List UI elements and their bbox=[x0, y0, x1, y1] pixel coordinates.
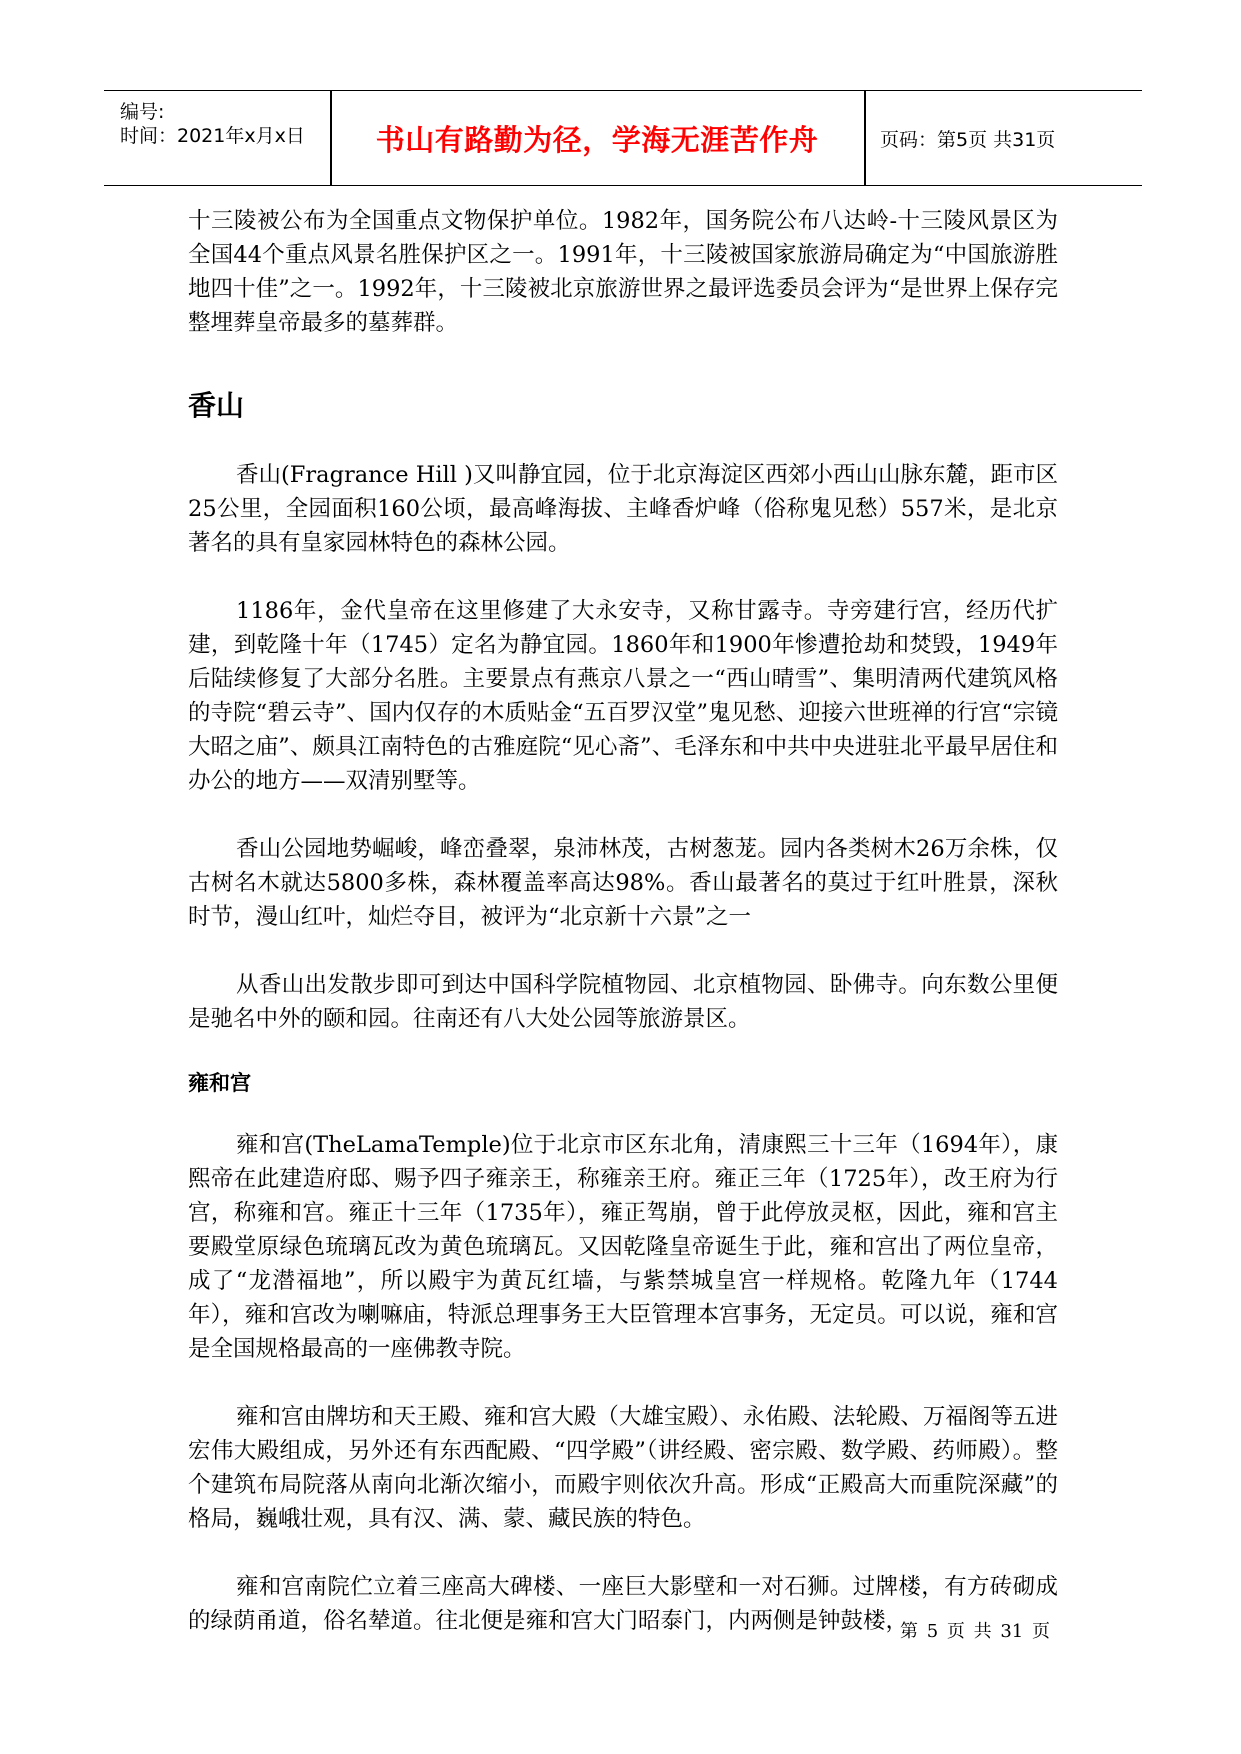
section-title-yonghegong: 雍和宫 bbox=[188, 1071, 251, 1095]
paragraph: 雍和宫(TheLamaTemple)位于北京市区东北角，清康熙三十三年（1694年），康熙帝在此建造府邸、赐予四子雍亲王，称雍亲王府。雍正三年（1725年），改王府为行宫，称雍和宫。雍正十三年（1735年），雍正驾崩，曾于此停放灵枢，因此，雍和宫主要殿堂原绿色琉璃瓦改为黄色琉璃瓦。又因乾隆皇帝诞生于此，雍和宫出了两位皇帝，成了“龙潜福地”，所以殿宇为黄瓦红墙，与紫禁城皇宫一样规格。乾隆九年（1744年），雍和宫改为喇嘛庙，特派总理事务王大臣管理本宫事务，无定员。可以说，雍和宫是全国规格最高的一座佛教寺院。 bbox=[188, 1132, 1058, 1362]
date-label: 时间：2021年x月x日 bbox=[120, 125, 305, 147]
page-header bbox=[104, 90, 1142, 186]
paragraph: 香山公园地势崛峻，峰峦叠翠，泉沛林茂，古树葱茏。园内各类树木26万余株，仅古树名木就达5800多株，森林覆盖率高达98%。香山最著名的莫过于红叶胜景，深秋时节，漫山红叶，灿烂夺目，被评为“北京新十六景”之一 bbox=[188, 836, 1058, 930]
paragraph: 1186年，金代皇帝在这里修建了大永安寺，又称甘露寺。寺旁建行宫，经历代扩建，到乾隆十年（1745）定名为静宜园。1860年和1900年惨遭抢劫和焚毁，1949年后陆续修复了大部分名胜。主要景点有燕京八景之一“西山晴雪”、集明清两代建筑风格的寺院“碧云寺”、国内仅存的木质贴金“五百罗汉堂”鬼见愁、迎接六世班禅的行宫“宗镜大昭之庙”、颇具江南特色的古雅庭院“见心斋”、毛泽东和中共中央进驻北平最早居住和办公的地方——双清别墅等。 bbox=[188, 598, 1058, 794]
paragraph: 雍和宫由牌坊和天王殿、雍和宫大殿（大雄宝殿）、永佑殿、法轮殿、万福阁等五进宏伟大殿组成，另外还有东西配殿、“四学殿”（讲经殿、密宗殿、数学殿、药师殿）。整个建筑布局院落从南向北渐次缩小，而殿宇则依次升高。形成“正殿高大而重院深藏”的格局，巍峨壮观，具有汉、满、蒙、藏民族的特色。 bbox=[188, 1404, 1058, 1532]
header-motto: 书山有路勤为径，学海无涯苦作舟 bbox=[375, 122, 819, 157]
page-footer: 第 5 页 共 31 页 bbox=[900, 1621, 1050, 1642]
paragraph: 从香山出发散步即可到达中国科学院植物园、北京植物园、卧佛寺。向东数公里便是驰名中外的颐和园。往南还有八大处公园等旅游景区。 bbox=[188, 972, 1058, 1032]
number-label: 编号: bbox=[120, 101, 165, 123]
document-body bbox=[188, 204, 1058, 1638]
header-page-info: 页码：第5页 共31页 bbox=[880, 128, 1056, 151]
paragraph: 香山(Fragrance Hill )又叫静宜园，位于北京海淀区西郊小西山山脉东麓，距市区25公里，全园面积160公顷，最高峰海拔、主峰香炉峰（俗称鬼见愁）557米，是北京著名的具有皇家园林特色的森林公园。 bbox=[188, 462, 1058, 556]
intro-paragraph: 十三陵被公布为全国重点文物保护单位。1982年，国务院公布八达岭-十三陵风景区为全国44个重点风景名胜保护区之一。1991年，十三陵被国家旅游局确定为“中国旅游胜地四十佳”之一。1992年，十三陵被北京旅游世界之最评选委员会评为“是世界上保存完整埋葬皇帝最多的墓葬群。 bbox=[188, 208, 1058, 336]
paragraph: 雍和宫南院伫立着三座高大碑楼、一座巨大影壁和一对石狮。过牌楼，有方砖砌成的绿荫甬道，俗名辇道。往北便是雍和宫大门昭泰门，内两侧是钟鼓楼， bbox=[188, 1574, 1058, 1634]
section-title-xiangshan: 香山 bbox=[188, 389, 245, 422]
